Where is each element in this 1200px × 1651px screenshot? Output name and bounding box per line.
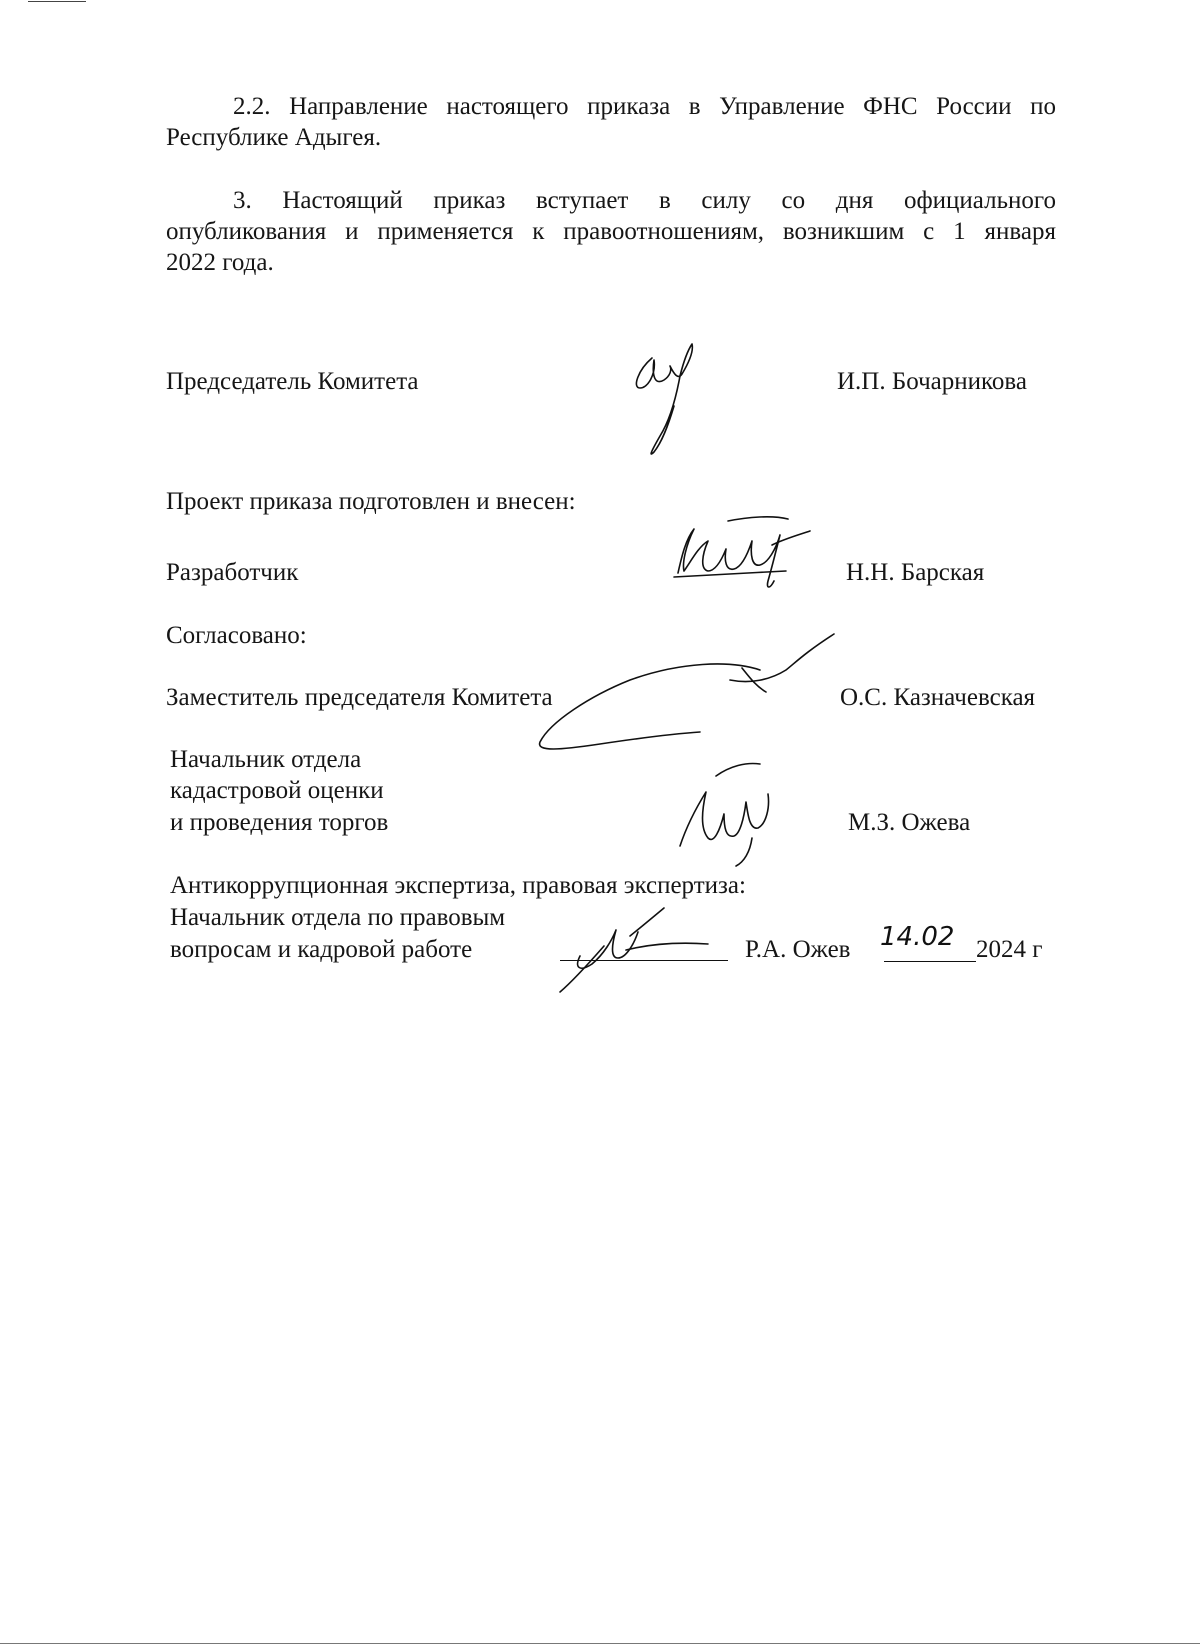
- handwritten-date: 14.02: [880, 922, 955, 952]
- chairman-signature: [630, 340, 710, 465]
- developer-title: Разработчик: [166, 559, 299, 586]
- date-underline: [884, 961, 976, 962]
- chairman-name: И.П. Бочарникова: [837, 368, 1027, 395]
- paragraph-3-line-3: 2022 года.: [166, 249, 274, 276]
- paragraph-2-2-line-1: 2.2. Направление настоящего приказа в Управление ФНС России по: [233, 93, 1056, 120]
- scan-edge-mark-bottom: [0, 1643, 1200, 1644]
- paragraph-3-line-1: 3. Настоящий приказ вступает в силу со дня официального: [233, 187, 1056, 214]
- legal-head-title-line-2: вопросам и кадровой работе: [170, 936, 473, 963]
- legal-head-signature: [560, 888, 720, 998]
- chairman-title: Председатель Комитета: [166, 368, 419, 395]
- dept-head-name: М.З. Ожева: [848, 809, 971, 836]
- legal-head-title-line-1: Начальник отдела по правовым: [170, 904, 506, 931]
- agreed-heading: Согласовано:: [166, 622, 307, 649]
- paragraph-3: [166, 185, 1056, 278]
- project-heading: Проект приказа подготовлен и внесен:: [166, 488, 576, 515]
- dept-head-title-line-3: и проведения торгов: [170, 809, 389, 836]
- developer-signature: [668, 515, 818, 595]
- developer-name: Н.Н. Барская: [846, 559, 985, 586]
- dept-head-title-line-2: кадастровой оценки: [170, 777, 384, 804]
- deputy-chairman-signature: [530, 640, 840, 770]
- dept-head-signature: [676, 758, 786, 868]
- legal-head-name: Р.А. Ожев: [745, 936, 851, 963]
- deputy-chairman-name: О.С. Казначевская: [840, 684, 1036, 711]
- paragraph-2-2: [166, 91, 1056, 153]
- paragraph-3-line-2: опубликования и применяется к правоотношениям, возникшим с 1 января: [166, 218, 1056, 245]
- paragraph-2-2-line-2: Республике Адыгея.: [166, 124, 382, 151]
- legal-expertise-heading: Антикоррупционная экспертиза, правовая экспертиза:: [170, 872, 746, 899]
- date-year-suffix: 2024 г: [976, 936, 1043, 963]
- dept-head-title-line-1: Начальник отдела: [170, 746, 362, 773]
- scan-edge-mark-top: [28, 1, 86, 2]
- deputy-chairman-title: Заместитель председателя Комитета: [166, 684, 553, 711]
